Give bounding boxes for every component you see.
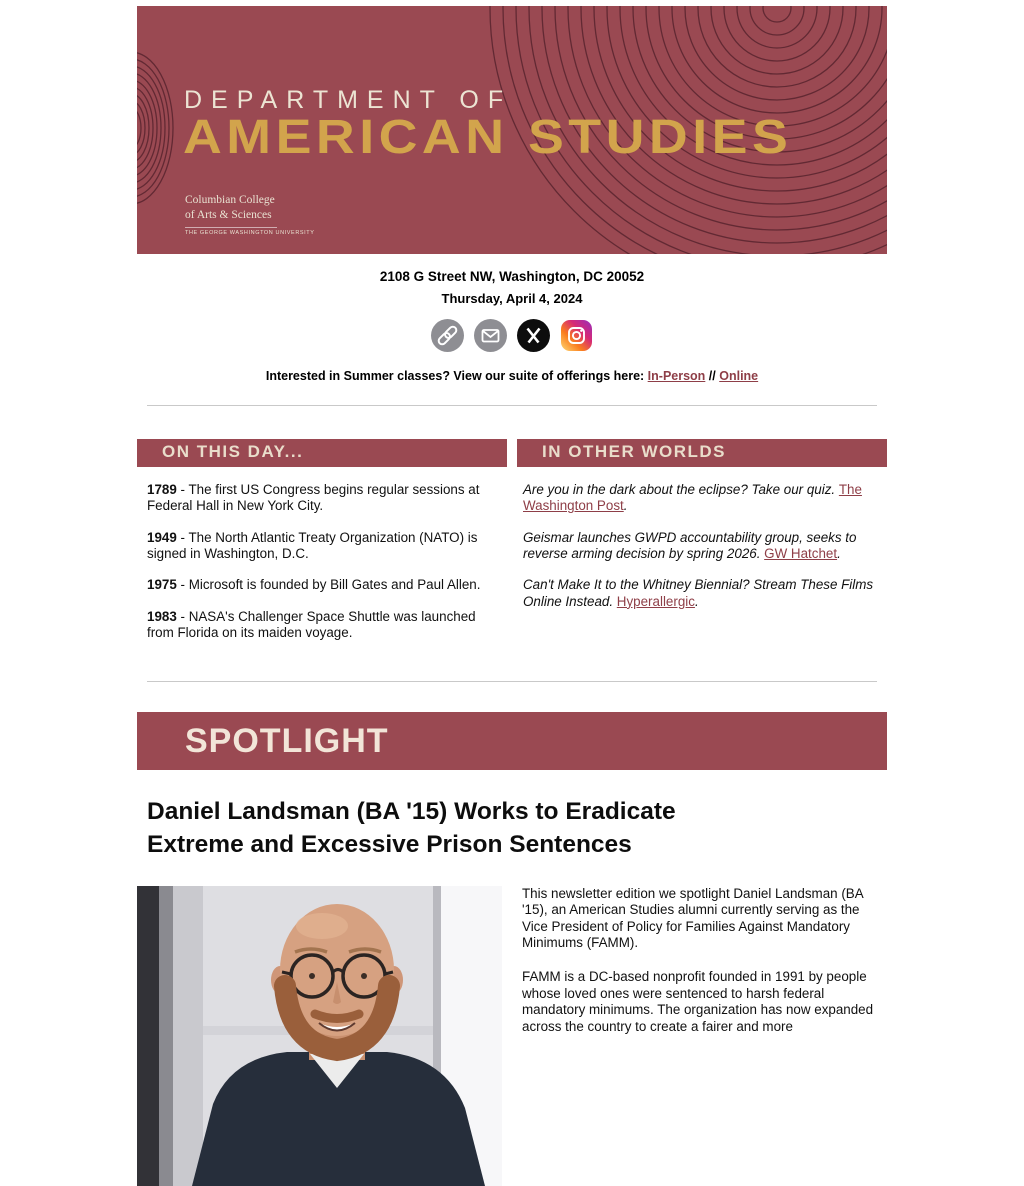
spotlight-body	[522, 886, 887, 1186]
list-item	[523, 482, 877, 515]
divider-top	[147, 405, 877, 406]
list-item	[147, 530, 497, 563]
in-other-worlds-header: IN OTHER WORLDS	[517, 439, 887, 467]
story-suffix: .	[623, 498, 628, 514]
gw-hatchet-link[interactable]: GW Hatchet	[764, 546, 838, 562]
story-suffix: .	[694, 593, 699, 609]
on-this-day-header: ON THIS DAY...	[137, 439, 507, 467]
spotlight-paragraph-2: FAMM is a DC-based nonprofit founded in 1991 by people whose loved ones were sentenced to harsh federal mandatory minimums. The organization has now expanded across the country to create a fairer and more	[522, 969, 874, 1034]
x-twitter-icon[interactable]	[517, 319, 550, 352]
newsletter-page	[137, 6, 887, 1186]
divider-middle	[147, 681, 877, 682]
portrait-illustration	[137, 886, 502, 1186]
link-icon[interactable]	[431, 319, 464, 352]
event-text: - The North Atlantic Treaty Organization (NATO) is signed in Washington, D.C.	[147, 529, 478, 562]
story-suffix: .	[837, 546, 841, 562]
newsletter-date: Thursday, April 4, 2024	[441, 291, 583, 306]
list-item	[147, 609, 497, 642]
spotlight-banner: SPOTLIGHT	[137, 712, 887, 770]
list-item	[147, 577, 497, 593]
washington-post-link[interactable]: The Washington Post	[523, 482, 862, 514]
spotlight-paragraph-1: This newsletter edition we spotlight Daniel Landsman (BA '15), an American Studies alumni currently serving as the Vice President of Policy for Families Against Mandatory Minimums (FAMM).	[522, 885, 863, 951]
list-item	[147, 482, 497, 515]
email-icon[interactable]	[474, 319, 507, 352]
event-text: - NASA's Challenger Space Shuttle was launched from Florida on its maiden voyage.	[147, 608, 476, 641]
instagram-icon[interactable]	[560, 319, 593, 352]
logo-line-1: Columbian College	[185, 194, 275, 207]
summer-classes-line	[137, 369, 887, 383]
header-eyebrow: DEPARTMENT OF	[184, 86, 513, 114]
year-label: 1789	[147, 482, 177, 497]
logo-university-line: THE GEORGE WASHINGTON UNIVERSITY	[185, 227, 277, 236]
news-columns	[137, 439, 887, 641]
on-this-day-column	[137, 439, 507, 641]
online-link[interactable]: Online	[719, 369, 759, 383]
spotlight-photo	[137, 886, 502, 1186]
list-item	[523, 577, 877, 610]
in-person-link[interactable]: In-Person	[647, 369, 706, 383]
department-address: 2108 G Street NW, Washington, DC 20052	[379, 269, 645, 284]
story-text: Are you in the dark about the eclipse? Take our quiz.	[523, 482, 839, 497]
summer-prefix-text: Interested in Summer classes? View our suite of offerings here:	[265, 369, 648, 383]
hyperallergic-link[interactable]: Hyperallergic	[616, 593, 695, 609]
year-label: 1983	[147, 608, 177, 624]
event-text: - Microsoft is founded by Bill Gates and Paul Allen.	[176, 577, 481, 593]
in-other-worlds-column	[517, 439, 887, 641]
header-title: AMERICAN STUDIES	[183, 111, 793, 164]
spotlight-content	[137, 886, 887, 1186]
list-item	[523, 530, 877, 563]
story-text: Geismar launches GWPD accountability group, seeks to reverse arming decision by spring 2026.	[523, 529, 857, 562]
year-label: 1975	[147, 577, 177, 593]
spotlight-headline: Daniel Landsman (BA '15) Works to Eradicate Extreme and Excessive Prison Sentences	[147, 798, 676, 858]
summer-separator: //	[705, 369, 720, 383]
year-label: 1949	[147, 529, 177, 545]
social-icons-row	[137, 319, 887, 352]
logo-line-2: of Arts & Sciences	[185, 209, 272, 222]
college-logo	[185, 193, 315, 236]
header-banner	[137, 6, 887, 254]
story-text: Can't Make It to the Whitney Biennial? Stream These Films Online Instead.	[523, 577, 874, 609]
event-text: - The first US Congress begins regular sessions at Federal Hall in New York City.	[147, 482, 480, 514]
